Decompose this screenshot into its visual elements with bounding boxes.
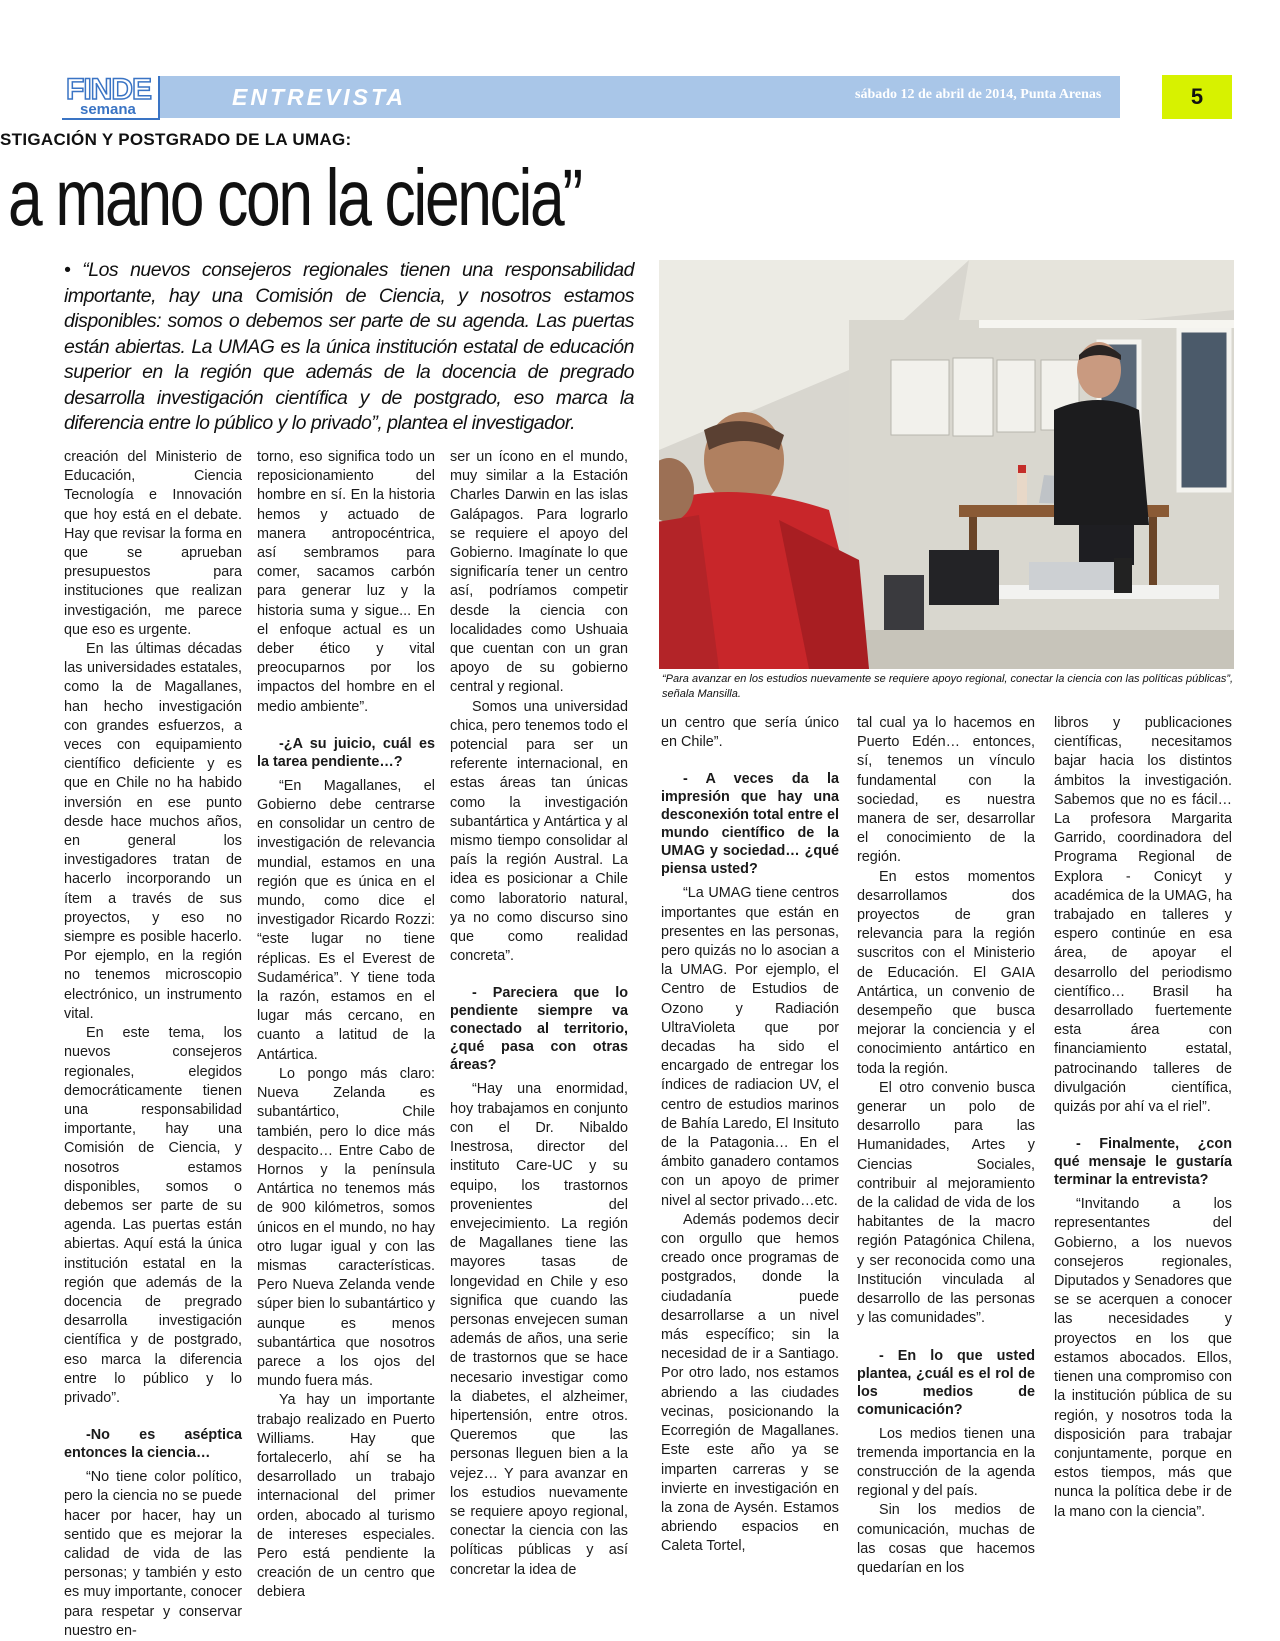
paragraph: Además podemos decir con orgullo que hemos creado once programas de postgrados, donde la ciudadanía puede desarrollarse a un nivel más específico; sin la necesidad de ir a Santiago. Por otro lado, nos estamos abriendo a las ciudades vecinas, posicionando la Ecorregión de Magallanes. Este este año ya se imparten carreras y se invierte en investigación en la zona de Aysén. Estamos abriendo espacios en Caleta Tortel, [661,1211,839,1555]
article-column-5 [857,714,1035,1578]
logo-semana-text: semana [80,101,136,118]
photo-illustration [659,260,1234,669]
paragraph: torno, eso significa todo un reposicionamiento del hombre en sí. En la historia hemos y actuado de manera antropocéntrica, así sembramos para comer, sacamos carbón para generar luz y la historia suma y sigue... En el enfoque actual es un deber ético y vital preocuparnos por los impactos del hombre en el medio ambiente”. [257,449,435,715]
article-column-4 [661,714,839,1557]
paragraph: “La UMAG tiene centros importantes que están en presentes en las personas, pero quizás no lo asocian a la UMAG. Por ejemplo, el Centro de Estudios de Ozono y Radiación UltraVioleta que por decadas ha sido el encargado de entregar los índices de radiacion UV, el centro de estudios marinos de Bahía Laredo, El Insituto de la Patagonia… En el ámbito ganadero contamos con un apoyo de primer nivel al sector privado…etc. [661,885,839,1209]
paragraph: Los medios tienen una tremenda importancia en la construcción de la agenda regional y del país. [857,1425,1035,1500]
paragraph: ser un ícono en el mundo, muy similar a la Estación Charles Darwin en las islas Galápagos. Para lograrlo se requiere el apoyo del Gobierno. Imagínate lo que significaría tener un centro así, podríamos competir desde la ciencia con localidades como Ushuaia que cuentan con un gran apoyo de su gobierno central y regional. [450,449,628,696]
paragraph: “Hay una enormidad, hoy trabajamos en conjunto con el Dr. Nibaldo Inestrosa, director del instituto Care-UC y su equipo, los trastornos provenientes del envejecimiento. La región de Magallanes tiene las mayores tasas de longevidad en Chile y eso significa que cuando las personas envejecen suman además de años, una serie de trastornos que se hace necesario investigar como la diabetes, el alzheimer, hipertensión, entre otros. Queremos que las personas lleguen bien a la vejez… Y para avanzar en los estudios nuevamente se requiere apoyo regional, conectar la ciencia con las políticas públicas y así concretar la idea de [450,1081,628,1578]
paragraph: El otro convenio busca generar un polo de desarrollo para las Humanidades, Artes y Ciencias Sociales, contribuir al mejoramiento de la calidad de vida de los habitantes de la macro región Patagónica Chilena, y ser reconocida como una Institución vinculada al desarrollo de las personas y las comunidades”. [857,1079,1035,1327]
paragraph: “Invitando a los representantes del Gobierno, a los nuevos consejeros regionales, Diputados y Senadores que se se acerquen a conocer las necesidades y proyectos en los que estamos abocados. Ellos, tienen una compromiso con la institución pública de su región, y nosotros toda la disposición para trabajar conjuntamente, porque en estos tiempos, más que nunca la política debe ir de la mano con la ciencia”. [1054,1196,1232,1520]
interview-photo [659,260,1234,669]
paragraph: un centro que sería único en Chile”. [661,715,839,751]
interview-question: -¿A su juicio, cuál es la tarea pendiente…? [257,735,435,770]
interview-question: -No es aséptica entonces la ciencia… [64,1427,242,1462]
photo-caption: “Para avanzar en los estudios nuevamente se requiere apoyo regional, conectar la ciencia con las políticas públicas”, señala Mansilla. [662,673,1234,700]
interview-question: - En lo que usted plantea, ¿cuál es el rol de los medios de comunicación? [857,1347,1035,1418]
section-title: ENTREVISTA [232,84,406,110]
paragraph: En estos momentos desarrollamos dos proyectos de gran relevancia para la región suscritos con el Ministerio de Educación. El GAIA Antártica, un convenio de desempeño que busca mejorar la conciencia y el conocimiento antártico en toda la región. [857,868,1035,1077]
headline: a mano con la ciencia” [8,153,581,242]
paragraph: Ya hay un importante trabajo realizado en Puerto Williams. Hay que fortalecerlo, ahí se ha desarrollado un trabajo internacional del primer orden, abocado al turismo de intereses especiales. Pero está pendiente la creación de un centro que debiera [257,1392,435,1601]
paragraph: creación del Ministerio de Educación, Ciencia Tecnología e Innovación que hoy está en el debate. Hay que revisar la forma en que se aprueban presupuestos para instituciones que realizan investigación, me parece que eso es urgente. [64,449,242,638]
dateline: sábado 12 de abril de 2014, Punta Arenas [855,87,1102,102]
article-column-6 [1054,714,1232,1522]
article-column-1 [64,448,242,1641]
interview-question: - A veces da la impresión que hay una desconexión total entre el mundo científico de la UMAG y sociedad… ¿qué piensa usted? [661,771,839,878]
kicker: STIGACIÓN Y POSTGRADO DE LA UMAG: [0,130,352,149]
paragraph: Lo pongo más claro: Nueva Zelanda es subantártico, Chile también, pero lo dice más despacito… Entre Cabo de Hornos y la península Antártica no tenemos más de 900 kilómetros, somos únicos en el mundo, no hay otro lugar igual y con las mismas características. Pero Nueva Zelanda vende súper bien lo subantártico y aunque es menos subantártica que nosotros parece a los ojos del mundo fuera más. [257,1065,435,1390]
paragraph: En las últimas décadas las universidades estatales, como la de Magallanes, han hecho investigación con grandes esfuerzos, a veces con equipamiento científico deficiente y es que en Chile no ha habido inversión en ese punto desde hace muchos años, en general los investigadores tratan de hacerlo incorporando un ítem a través de sus proyectos, y eso no siempre es posible hacerlo. Por ejemplo, en la región no tenemos microscopio electrónico, un instrumento vital. [64,641,242,1022]
interview-question: - Pareciera que lo pendiente siempre va conectado al territorio, ¿qué pasa con otras áreas? [450,985,628,1074]
article-column-2 [257,448,435,1603]
deck-summary: • “Los nuevos consejeros regionales tienen una responsabilidad importante, hay una Comisión de Ciencia, y nosotros estamos disponibles: somos o debemos ser parte de su agenda. Las puertas están abiertas. La UMAG es la única institución estatal de educación superior en la región que además de la docencia de pregrado desarrolla investigación científica y de postgrado, eso marca la diferencia entre lo público y lo privado”, plantea el investigador. [64,259,634,434]
paragraph: En este tema, los nuevos consejeros regionales, elegidos democráticamente tienen una responsabilidad importante, hay una Comisión de Ciencia, y nosotros estamos disponibles, somos o debemos ser parte de su agenda. Las puertas están abiertas. Aquí está la única institución estatal en la región que además de la docencia de pregrado desarrolla investigación científica y de postgrado, eso marca la diferencia entre lo público y lo privado”. [64,1025,242,1406]
paragraph: libros y publicaciones científicas, necesitamos bajar hacia los distintos ámbitos la investigación. Sabemos que no es fácil… La profesora Margarita Garrido, coordinadora del Programa Regional de Explora - Conicyt y académica de la UMAG, ha trabajado en talleres y espero continúe en esa área, de apoyar el desarrollo del periodismo científico… Brasil ha desarrollado fuertemente esta área con financiamiento estatal, patrocinando talleres de divulgación científica, quizás por ahí va el riel”. [1054,715,1232,1116]
paragraph: “En Magallanes, el Gobierno debe centrarse en consolidar un centro de investigación de relevancia mundial, estamos en una región que es única en el mundo, como dice el investigador Ricardo Rozzi: “este lugar no tiene réplicas. Es el Everest de Sudamérica”. Y tiene toda la razón, estamos en el lugar más cercano, en cuanto a latitud de la Antártica. [257,777,435,1063]
paragraph: tal cual ya lo hacemos en Puerto Edén… entonces, sí, tenemos un vínculo fundamental con la sociedad, es nuestra manera de ser, desarrollar el conocimiento de la región. [857,715,1035,866]
paragraph: Sin los medios de comunicación, muchas de las cosas que hacemos quedarían en los [857,1502,1035,1576]
logo-finde-text: FINDE [66,73,151,106]
page-number: 5 [1162,75,1232,119]
article-column-3 [450,448,628,1580]
paragraph: Somos una universidad chica, pero tenemos todo el potencial para ser un referente internacional, en estas áreas tan únicas como la investigación subantártica y Antártica y al mismo tiempo consolidar al país la región Austral. La idea es posicionar a Chile como laboratorio natural, ya no como discurso sino que como realidad concreta”. [450,698,628,965]
interview-question: - Finalmente, ¿con qué mensaje le gustaría terminar la entrevista? [1054,1136,1232,1189]
finde-semana-logo [62,74,162,120]
paragraph: “No tiene color político, pero la ciencia no se puede hacer por hacer, hay un sentido que es mejorar la calidad de vida de las personas; y también y esto es muy importante, conocer para respetar y conservar nuestro en- [64,1469,242,1639]
